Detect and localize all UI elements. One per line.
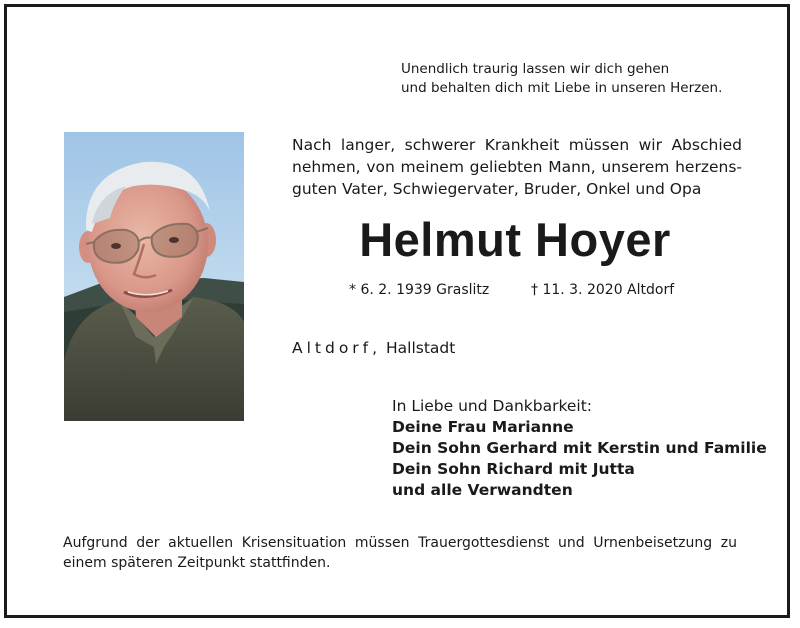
motto-verse [401, 60, 761, 98]
mourners-block [392, 396, 767, 501]
mourner-entry: Dein Sohn Gerhard mit Kerstin und Familie [392, 439, 767, 457]
service-notice [63, 533, 737, 573]
intro-line: Nach langer, schwerer Krankheit müssen wir Abschied [292, 136, 742, 154]
intro-text [292, 134, 742, 200]
mourners-intro: In Liebe und Dankbarkeit: [392, 397, 593, 415]
place-secondary: Hallstadt [381, 339, 456, 357]
place-primary: Altdorf, [292, 339, 382, 357]
mourner-entry: und alle Verwandten [392, 481, 573, 499]
motto-line: und behalten dich mit Liebe in unseren Herzen. [401, 80, 723, 96]
portrait-photo [64, 132, 244, 421]
birth-date: * 6. 2. 1939 Graslitz [349, 282, 490, 298]
intro-line: nehmen, von meinem geliebten Mann, unserem herzens- [292, 158, 742, 176]
death-date: † 11. 3. 2020 Altdorf [531, 282, 675, 298]
place-line [292, 338, 455, 358]
motto-line: Unendlich traurig lassen wir dich gehen [401, 61, 670, 77]
intro-line: guten Vater, Schwiegervater, Bruder, Onkel und Opa [292, 180, 702, 198]
notice-line: einem späteren Zeitpunkt stattfinden. [63, 555, 331, 571]
notice-line: Aufgrund der aktuellen Krisensituation müssen Trauergottesdienst und Urnenbeisetzung zu [63, 535, 737, 551]
mourner-entry: Dein Sohn Richard mit Jutta [392, 460, 635, 478]
deceased-name: Helmut Hoyer [359, 213, 671, 266]
mourner-entry: Deine Frau Marianne [392, 418, 574, 436]
